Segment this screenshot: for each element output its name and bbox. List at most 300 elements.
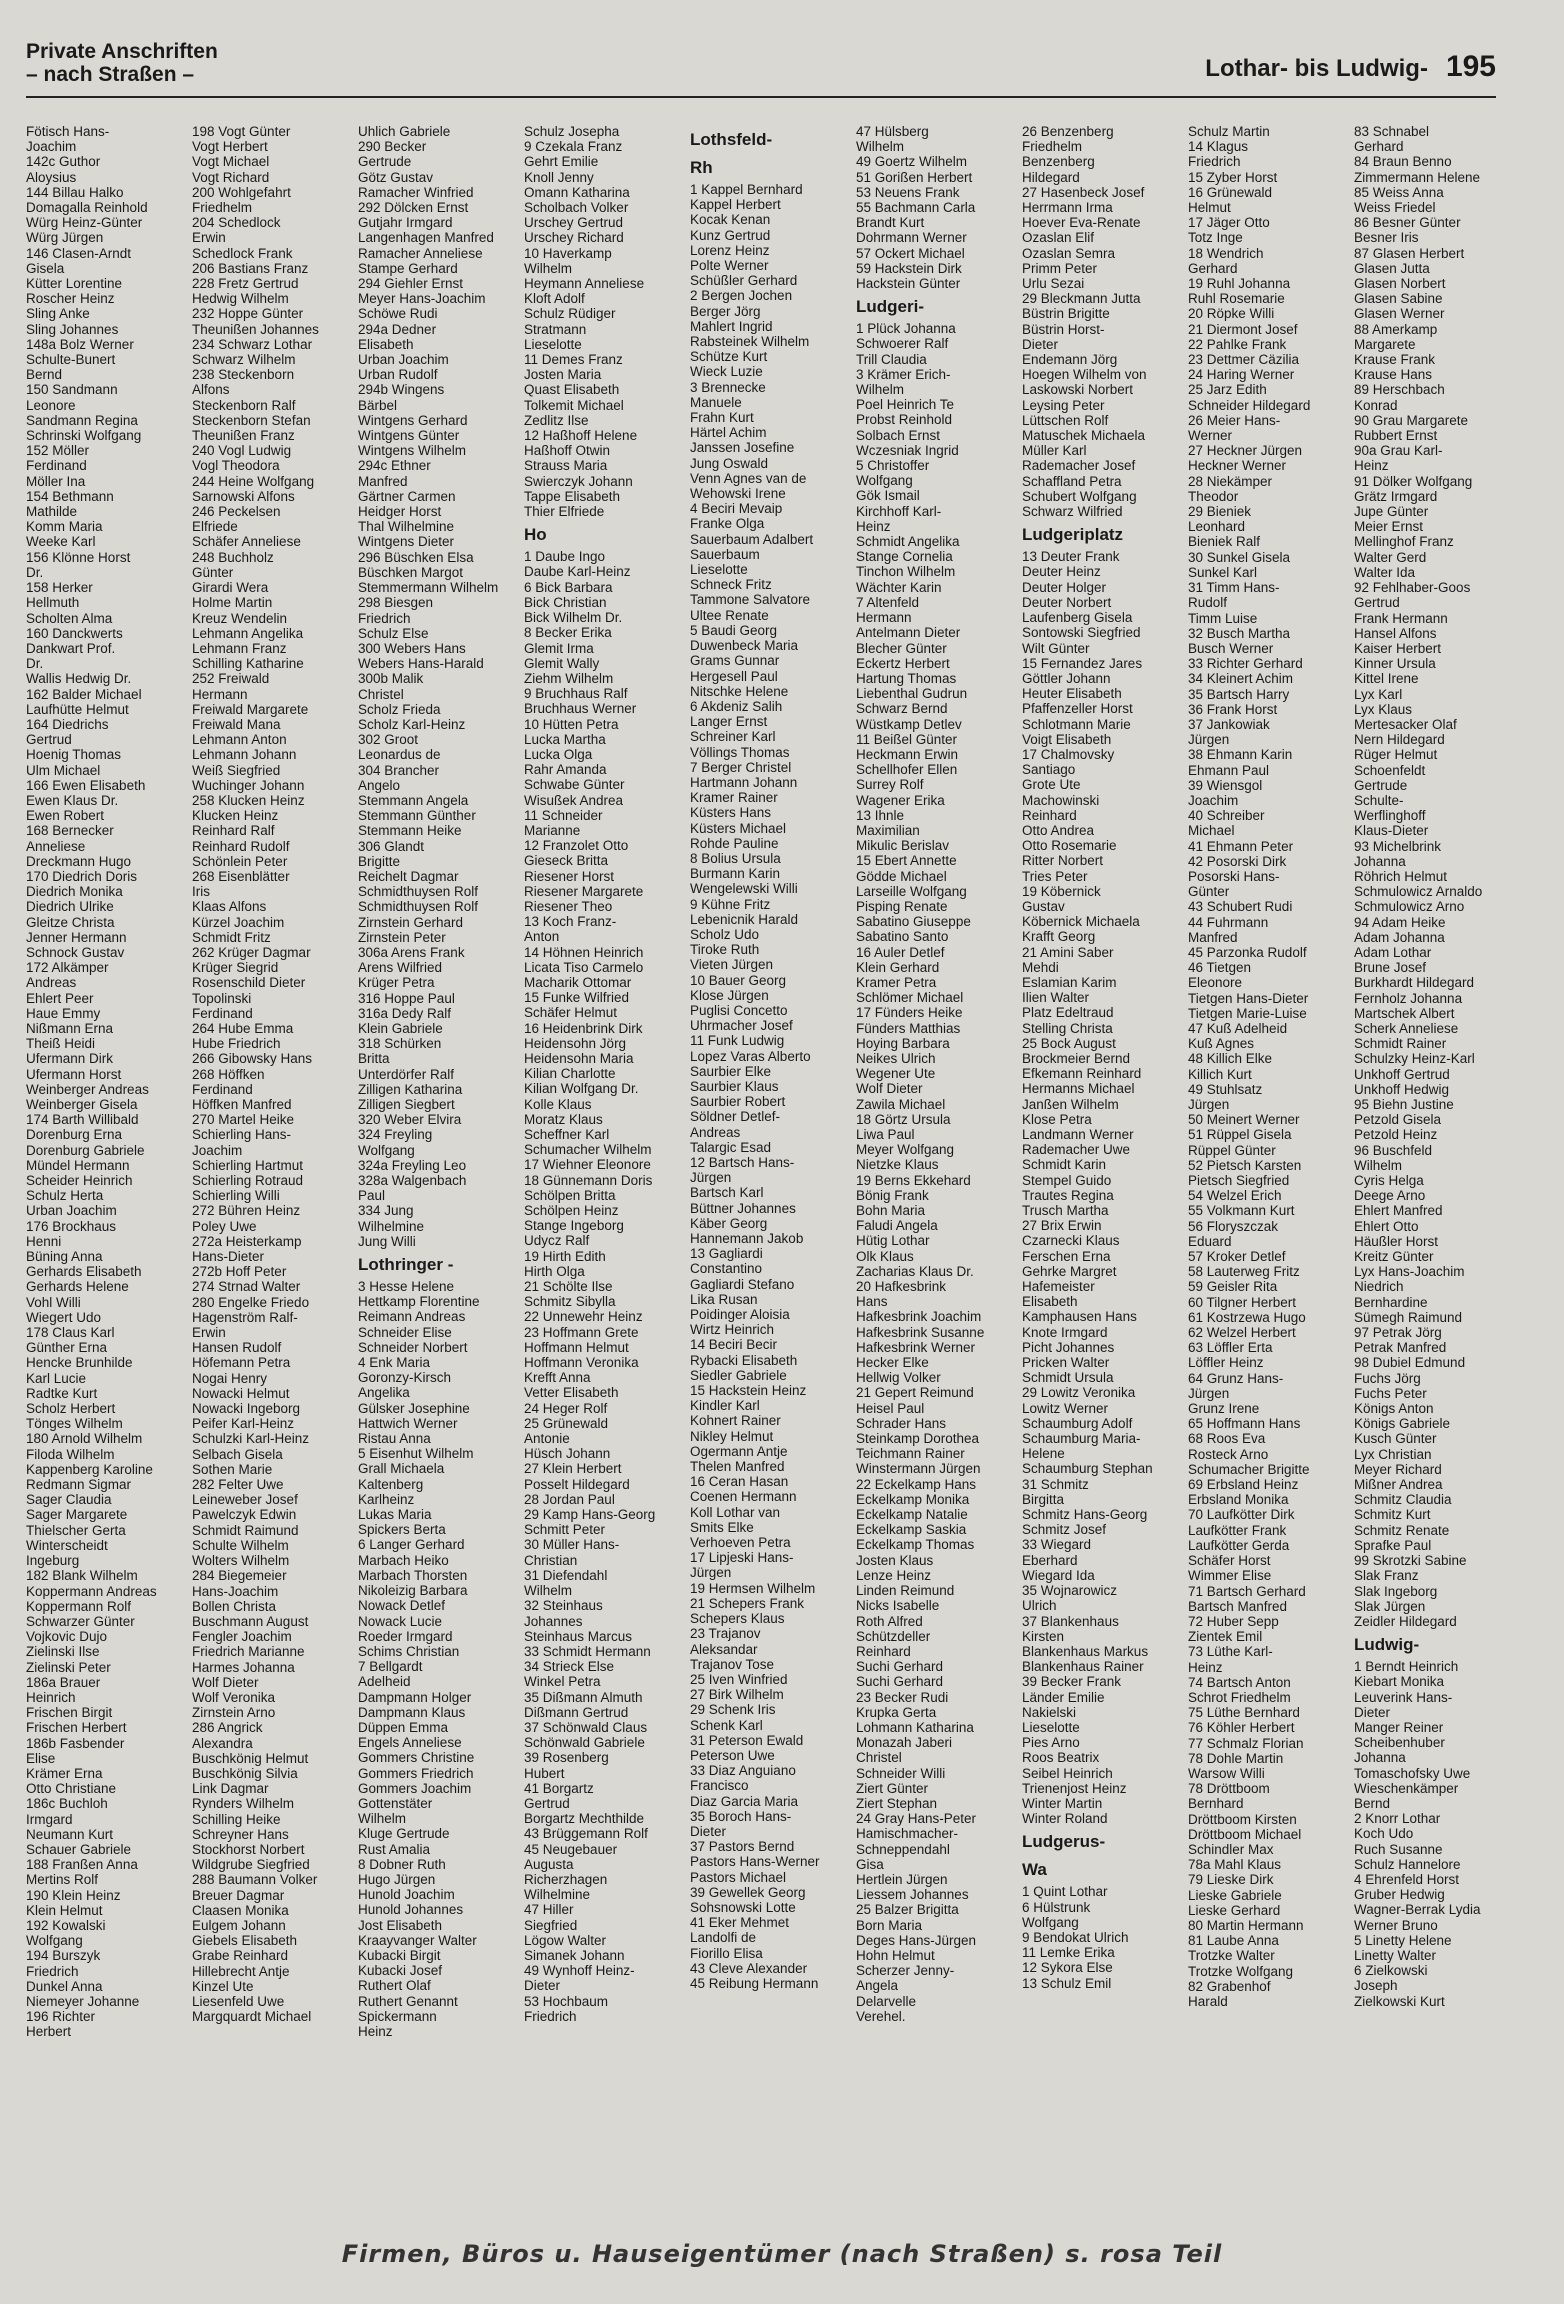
directory-entry: 24 Haring Werner (1188, 367, 1295, 383)
directory-entry: 30 Sunkel Gisela (1188, 549, 1291, 565)
directory-entry: Schönwald Gabriele (524, 1735, 645, 1751)
directory-entry: Kappenberg Karoline (26, 1461, 153, 1477)
directory-entry: Frischen Herbert (26, 1720, 127, 1736)
directory-entry: Schwarz Wilhelm (192, 352, 296, 368)
directory-entry: Weiss Friedel (1354, 200, 1436, 216)
directory-entry: Petrak Manfred (1354, 1340, 1447, 1356)
directory-entry: Langenhagen Manfred (358, 230, 494, 246)
page-range (1205, 50, 1496, 84)
directory-entry: 272a Heisterkamp (192, 1233, 302, 1249)
directory-entry: Schmitz Josef (1022, 1522, 1107, 1538)
directory-entry: Krafft Georg (1022, 929, 1096, 945)
directory-entry: Hellwig Volker (856, 1370, 941, 1386)
directory-entry: Wolf Veronika (192, 1689, 276, 1705)
directory-entry: Reinhard Ralf (192, 823, 275, 839)
directory-entry: Lehmann Anton (192, 732, 287, 748)
directory-entry: Klein Helmut (26, 1902, 103, 1918)
directory-entry: Riesener Horst (524, 868, 615, 884)
directory-entry: Diaz Garcia Maria (690, 1793, 799, 1809)
directory-entry: 59 Hackstein Dirk (856, 260, 962, 276)
directory-entry: Bärbel (358, 397, 398, 413)
directory-entry: Schedlock Frank (192, 245, 293, 261)
directory-entry: Angela (856, 1978, 899, 1994)
directory-entry: Königs Gabriele (1354, 1416, 1451, 1432)
directory-entry: 316a Dedy Ralf (358, 1005, 452, 1021)
directory-entry: Monazah Jaberi (856, 1735, 953, 1751)
directory-entry: Liesenfeld Uwe (192, 1993, 285, 2009)
directory-entry: 17 Lipjeski Hans- (690, 1550, 794, 1566)
directory-entry: Schierling Hans- (192, 1127, 292, 1143)
directory-entry: Walter Gerd (1354, 549, 1427, 565)
directory-entry: Brockmeier Bernd (1022, 1050, 1131, 1066)
directory-entry: Kappel Herbert (690, 197, 781, 213)
directory-entry: 5 Linetty Helene (1354, 1932, 1452, 1948)
directory-entry: Picht Johannes (1022, 1339, 1115, 1355)
directory-entry: Kirchhoff Karl- (856, 503, 942, 519)
directory-entry: Urban Joachim (358, 352, 449, 368)
directory-entry: 16 Heidenbrink Dirk (524, 1020, 643, 1036)
directory-entry: 27 Brix Erwin (1022, 1218, 1102, 1234)
street-heading: Ludgerus- (1022, 1832, 1106, 1852)
directory-entry: Schönlein Peter (192, 853, 288, 869)
directory-entry: Laskowski Norbert (1022, 382, 1134, 398)
directory-entry: 23 Trajanov (690, 1626, 761, 1642)
directory-entry: Elise (26, 1750, 56, 1766)
section-title-line1: Private Anschriften (26, 40, 218, 63)
directory-entry: Leysing Peter (1022, 397, 1105, 413)
directory-entry: Löffler Heinz (1188, 1355, 1264, 1371)
directory-entry: Grall Michaela (358, 1461, 445, 1477)
directory-entry: 21 Diermont Josef (1188, 321, 1298, 337)
directory-entry: Anton (524, 929, 560, 945)
directory-entry: Koppermann Rolf (26, 1598, 132, 1614)
directory-entry: 12 Haßhoff Helene (524, 428, 638, 444)
directory-entry: Krüger Siegrid (192, 960, 279, 976)
directory-entry: Grams Gunnar (690, 653, 780, 669)
directory-entry: 146 Clasen-Arndt (26, 245, 132, 261)
directory-entry: 284 Biegemeier (192, 1568, 287, 1584)
directory-entry: Lehmann Angelika (192, 625, 304, 641)
directory-entry: Endemann Jörg (1022, 352, 1118, 368)
directory-entry: Dr. (26, 656, 44, 672)
directory-entry: Wächter Karin (856, 579, 942, 595)
directory-entry: Jenner Hermann (26, 929, 127, 945)
directory-entry: 6 Hülstrunk (1022, 1899, 1091, 1915)
directory-entry: 27 Heckner Jürgen (1188, 443, 1303, 459)
directory-entry: Brandt Kurt (856, 215, 925, 231)
directory-entry: Engels Anneliese (358, 1735, 462, 1751)
directory-entry: Heidensohn Maria (524, 1050, 634, 1066)
directory-entry: Hoenig Thomas (26, 747, 122, 763)
directory-entry: Winkel Petra (524, 1674, 601, 1690)
directory-entry: Nikley Helmut (690, 1428, 774, 1444)
directory-entry: 19 Hermsen Wilhelm (690, 1580, 816, 1596)
directory-entry: Kubacki Josef (358, 1963, 443, 1979)
directory-entry: Blankenhaus Rainer (1022, 1659, 1144, 1675)
directory-entry: Glemit Wally (524, 655, 600, 671)
directory-entry: Sohsnowski Lotte (690, 1899, 796, 1915)
directory-entry: 53 Neuens Frank (856, 184, 960, 200)
directory-entry: Krämer Erna (26, 1765, 103, 1781)
directory-entry: 12 Franzolet Otto (524, 838, 629, 854)
directory-entry: Francisco (690, 1778, 749, 1794)
directory-entry: Ehmann Paul (1188, 762, 1270, 778)
directory-entry: Antonie (524, 1431, 570, 1447)
directory-entry: Nitschke Helene (690, 683, 789, 699)
directory-entry: Schubert Wolfgang (1022, 488, 1137, 504)
directory-entry: Stange Cornelia (856, 549, 953, 565)
directory-entry: Rüger Helmut (1354, 747, 1438, 763)
directory-entry: Heinrich (26, 1689, 76, 1705)
directory-entry: Hube Friedrich (192, 1036, 281, 1052)
directory-entry: Karlheinz (358, 1491, 415, 1507)
directory-entry: Gruber Hedwig (1354, 1887, 1445, 1903)
directory-entry: Meyer Wolfgang (856, 1142, 955, 1158)
directory-entry: Hubert (524, 1765, 565, 1781)
directory-entry: Tönges Wilhelm (26, 1416, 123, 1432)
directory-entry: Manuele (690, 394, 742, 410)
directory-entry: Lieske Gerhard (1188, 1902, 1281, 1918)
directory-entry: 33 Schmidt Hermann (524, 1643, 651, 1659)
directory-entry: 176 Brockhaus (26, 1218, 117, 1234)
directory-entry: Schulte- (1354, 792, 1404, 808)
directory-entry: Sunkel Karl (1188, 564, 1258, 580)
directory-entry: 86 Besner Günter (1354, 215, 1461, 231)
directory-entry: Omann Katharina (524, 184, 630, 200)
directory-entry: 29 Bieniek (1188, 504, 1252, 520)
directory-entry: Schmidt Fritz (192, 929, 271, 945)
directory-entry: 14 Klagus (1188, 139, 1249, 155)
directory-entry: 7 Altenfeld (856, 594, 920, 610)
directory-entry: Schmidt Rainer (1354, 1036, 1447, 1052)
directory-entry: 5 Eisenhut Wilhelm (358, 1446, 474, 1462)
directory-entry: Neumann Kurt (26, 1826, 114, 1842)
directory-entry: 21 Schölte Ilse (524, 1279, 613, 1295)
directory-entry: 97 Petrak Jörg (1354, 1325, 1442, 1341)
directory-entry: 148a Bolz Werner (26, 336, 134, 352)
directory-entry: Roos Beatrix (1022, 1750, 1100, 1766)
directory-entry: Jürgen (690, 1565, 732, 1581)
directory-entry: Sabatino Santo (856, 929, 949, 945)
directory-entry: Eckertz Herbert (856, 655, 950, 671)
directory-entry: Schäfer Anneliese (192, 534, 301, 550)
directory-entry: Sager Margarete (26, 1507, 128, 1523)
directory-entry: Schreyner Hans (192, 1826, 289, 1842)
directory-entry: Hoever Eva-Renate (1022, 215, 1141, 231)
directory-entry: Werner (1188, 428, 1233, 444)
directory-entry: Suchi Gerhard (856, 1674, 944, 1690)
directory-entry: 61 Kostrzewa Hugo (1188, 1309, 1306, 1325)
directory-entry: 32 Steinhaus (524, 1598, 603, 1614)
directory-entry: Mahlert Ingrid (690, 318, 773, 334)
directory-entry: Busch Werner (1188, 640, 1274, 656)
directory-entry: 186b Fasbender (26, 1735, 125, 1751)
directory-entry: Reimann Andreas (358, 1309, 466, 1325)
directory-entry: Christian (524, 1552, 578, 1568)
directory-entry: Mertesacker Olaf (1354, 716, 1457, 732)
directory-entry: Rybacki Elisabeth (690, 1352, 798, 1368)
directory-entry: Erwin (192, 230, 226, 246)
column-6 (856, 124, 1016, 2024)
directory-entry: Vieten Jürgen (690, 957, 774, 973)
directory-entry: 54 Welzel Erich (1188, 1188, 1282, 1204)
directory-entry: 306a Arens Frank (358, 944, 465, 960)
directory-entry: Trotzke Wolfgang (1188, 1963, 1294, 1979)
directory-entry: Erbsland Monika (1188, 1492, 1289, 1508)
directory-entry: Röhrich Helmut (1354, 868, 1448, 884)
directory-entry: 18 Günnemann Doris (524, 1172, 653, 1188)
directory-entry: Tappe Elisabeth (524, 488, 621, 504)
directory-entry: 55 Bachmann Carla (856, 200, 976, 216)
directory-entry: Petzold Gisela (1354, 1112, 1442, 1128)
directory-entry: Deges Hans-Jürgen (856, 1932, 977, 1948)
directory-entry: Dankwart Prof. (26, 640, 116, 656)
directory-entry: Knote Irmgard (1022, 1324, 1108, 1340)
directory-entry: 240 Vogl Ludwig (192, 443, 292, 459)
directory-entry: 25 Grünewald (524, 1415, 609, 1431)
directory-entry: Nowack Detlef (358, 1598, 446, 1614)
directory-entry: Stemmann Angela (358, 792, 469, 808)
directory-entry: Vogt Michael (192, 154, 270, 170)
directory-entry: Reinhard (1022, 807, 1077, 823)
directory-entry: Zacharias Klaus Dr. (856, 1263, 974, 1279)
directory-entry: Maximilian (856, 822, 920, 838)
directory-entry: Peifer Karl-Heinz (192, 1416, 295, 1432)
directory-entry: Eslamian Karim (1022, 974, 1117, 990)
directory-entry: Girardi Wera (192, 580, 269, 596)
directory-entry: Ferschen Erna (1022, 1248, 1111, 1264)
directory-entry: Roeder Irmgard (358, 1628, 453, 1644)
directory-entry: Poidinger Aloisia (690, 1307, 790, 1323)
directory-entry: Schmidt Karin (1022, 1157, 1107, 1173)
directory-entry: Zawila Michael (856, 1096, 946, 1112)
directory-entry: Lieske Gabriele (1188, 1887, 1282, 1903)
directory-entry: Sothen Marie (192, 1461, 273, 1477)
directory-entry: Hoegen Wilhelm von (1022, 367, 1147, 383)
directory-entry: Zirnstein Gerhard (358, 914, 464, 930)
directory-entry: 31 Schmitz (1022, 1476, 1089, 1492)
directory-entry: Sarnowski Alfons (192, 488, 295, 504)
directory-entry: Kraayvanger Walter (358, 1932, 477, 1948)
directory-entry: Eduard (1188, 1233, 1232, 1249)
directory-entry: Heymann Anneliese (524, 276, 645, 292)
directory-entry: Wintgens Günter (358, 428, 460, 444)
directory-entry: 35 Wojnarowicz (1022, 1583, 1118, 1599)
directory-entry: Lenze Heinz (856, 1567, 932, 1583)
directory-entry: Stockhorst Norbert (192, 1841, 305, 1857)
directory-entry: 71 Bartsch Gerhard (1188, 1583, 1306, 1599)
directory-entry: Vetter Elisabeth (524, 1385, 619, 1401)
column-8 (1188, 124, 1348, 2009)
directory-entry: 23 Becker Rudi (856, 1689, 949, 1705)
directory-entry: Scheibenhuber (1354, 1735, 1445, 1751)
directory-entry: Schmidt Ursula (1022, 1370, 1114, 1386)
directory-entry: Gök Ismail (856, 488, 920, 504)
directory-entry: 13 Koch Franz- (524, 914, 617, 930)
directory-entry: Schierling Rotraud (192, 1173, 304, 1189)
directory-entry: 186a Brauer (26, 1674, 101, 1690)
directory-entry: Mißner Andrea (1354, 1477, 1443, 1493)
directory-entry: Dröttboom Kirsten (1188, 1811, 1297, 1827)
directory-entry: Helmut (1188, 200, 1231, 216)
directory-entry: 192 Kowalski (26, 1917, 106, 1933)
directory-entry: Hoffmann Veronika (524, 1355, 639, 1371)
directory-entry: Wimmer Elise (1188, 1568, 1272, 1584)
directory-entry: Kunz Gertrud (690, 227, 771, 243)
directory-entry: Aloysius (26, 169, 77, 185)
directory-entry: Stampe Gerhard (358, 260, 458, 276)
directory-entry: Klein Gerhard (856, 959, 940, 975)
directory-entry: 33 Richter Gerhard (1188, 656, 1303, 672)
directory-entry: Blankenhaus Markus (1022, 1643, 1149, 1659)
directory-entry: 27 Hasenbeck Josef (1022, 184, 1145, 200)
directory-entry: Schneppendahl (856, 1841, 950, 1857)
directory-entry: 15 Zyber Horst (1188, 169, 1278, 185)
directory-entry: Deuter Heinz (1022, 564, 1101, 580)
directory-entry: 186c Buchloh (26, 1796, 108, 1812)
directory-entry: Redmann Sigmar (26, 1477, 132, 1493)
directory-entry: Schmidthuysen Rolf (358, 884, 479, 900)
directory-entry: Webers Hans-Harald (358, 656, 484, 672)
directory-entry: 270 Martel Heike (192, 1112, 295, 1128)
directory-entry: 41 Borgartz (524, 1780, 594, 1796)
directory-entry: Pfaffenzeller Horst (1022, 701, 1133, 717)
directory-entry: Hugo Jürgen (358, 1871, 436, 1887)
directory-entry: Ewen Robert (26, 808, 105, 824)
directory-entry: Strauss Maria (524, 458, 608, 474)
directory-entry: 45 Parzonka Rudolf (1188, 944, 1307, 960)
directory-entry: Klose Jürgen (690, 987, 769, 1003)
directory-entry: Theunißen Franz (192, 428, 295, 444)
directory-entry: Johanna (1354, 1750, 1406, 1766)
directory-entry: Andreas (690, 1124, 741, 1140)
directory-entry: 9 Kühne Fritz (690, 896, 771, 912)
directory-entry: Olk Klaus (856, 1248, 914, 1264)
directory-entry: Heisel Paul (856, 1400, 925, 1416)
directory-entry: Kuß Agnes (1188, 1036, 1255, 1052)
directory-entry: Meyer Richard (1354, 1461, 1442, 1477)
directory-entry: Büstrin Horst- (1022, 321, 1105, 337)
directory-entry: Zilligen Siegbert (358, 1097, 455, 1112)
directory-entry: 22 Pahlke Frank (1188, 336, 1287, 352)
directory-entry: Lukas Maria (358, 1507, 432, 1523)
directory-entry: Saurbier Klaus (690, 1078, 779, 1094)
directory-entry: 49 Wynhoff Heinz- (524, 1963, 635, 1979)
directory-entry: Unkhoff Gertrud (1354, 1066, 1450, 1082)
directory-entry: 47 Hülsberg (856, 124, 929, 139)
directory-entry: Schepers Klaus (690, 1611, 785, 1627)
directory-entry: Jürgen (1188, 1097, 1230, 1112)
directory-entry: Scholbach Volker (524, 200, 629, 216)
directory-entry: Pastors Michael (690, 1869, 787, 1885)
directory-entry: Jung Willi (358, 1233, 416, 1249)
directory-entry: 45 Neugebauer (524, 1841, 618, 1857)
directory-entry: 304 Brancher (358, 762, 440, 778)
directory-entry: 1 Berndt Heinrich (1354, 1659, 1459, 1675)
directory-entry: 16 Grünewald (1188, 184, 1273, 200)
directory-entry: Wilhelmine (524, 1887, 591, 1903)
directory-entry: Schmitz Renate (1354, 1522, 1450, 1538)
directory-entry: Kiebart Monika (1354, 1674, 1445, 1690)
directory-entry: Schmulowicz Arnaldo (1354, 884, 1483, 900)
directory-entry: Jürgen (1188, 1385, 1230, 1401)
directory-entry: 25 Bock August (1022, 1035, 1116, 1051)
directory-entry: Götz Gustav (358, 169, 434, 185)
directory-entry: 11 Schneider (524, 807, 603, 823)
directory-entry: Dampmann Holger (358, 1689, 472, 1705)
directory-entry: Mikulic Berislav (856, 838, 950, 854)
directory-entry: 19 Ruhl Johanna (1188, 276, 1291, 292)
directory-entry: 42 Posorski Dirk (1188, 853, 1287, 869)
directory-entry: Brune Josef (1354, 960, 1427, 976)
directory-entry: 15 Ebert Annette (856, 853, 957, 869)
directory-entry: 17 Jäger Otto (1188, 215, 1270, 231)
directory-entry: Schilling Katharine (192, 656, 304, 672)
directory-entry: 26 Benzenberg (1022, 124, 1114, 139)
directory-entry: 13 Ihnle (856, 807, 905, 823)
directory-entry: 19 Berns Ekkehard (856, 1172, 971, 1188)
directory-entry: Ulm Michael (26, 762, 101, 778)
directory-entry: Ferdinand (192, 1005, 253, 1021)
directory-entry: Weinberger Andreas (26, 1081, 149, 1097)
directory-entry: Schüßler Gerhard (690, 273, 798, 289)
directory-entry: 52 Pietsch Karsten (1188, 1157, 1302, 1173)
directory-entry: 10 Haverkamp (524, 245, 612, 261)
directory-entry: 174 Barth Willibald (26, 1112, 139, 1128)
directory-entry: Adam Johanna (1354, 929, 1445, 945)
directory-entry: Gieseck Britta (524, 853, 609, 869)
directory-entry: 45 Reibung Hermann (690, 1975, 819, 1991)
directory-entry: Schäfer Horst (1188, 1553, 1271, 1569)
directory-entry: Eckelkamp Monika (856, 1491, 970, 1507)
directory-entry: 23 Hoffmann Grete (524, 1324, 639, 1340)
directory-entry: Lebenicnik Harald (690, 911, 799, 927)
directory-entry: Küsters Michael (690, 820, 787, 836)
directory-entry: Nakielski (1022, 1704, 1077, 1720)
directory-entry: Gertrude (1354, 777, 1408, 793)
directory-entry: Rust Amalia (358, 1841, 431, 1857)
directory-entry: 15 Funke Wilfried (524, 990, 630, 1006)
directory-entry: Smits Elke (690, 1519, 754, 1535)
directory-entry: Elisabeth (358, 336, 414, 352)
directory-entry: 9 Bendokat Ulrich (1022, 1929, 1129, 1945)
directory-entry: Thier Elfriede (524, 504, 605, 520)
directory-entry: 244 Heine Wolfgang (192, 473, 315, 489)
directory-entry: 50 Meinert Werner (1188, 1112, 1300, 1128)
directory-entry: Nietzke Klaus (856, 1157, 939, 1173)
directory-entry: Sandmann Regina (26, 412, 138, 428)
directory-entry: 1 Quint Lothar (1022, 1884, 1108, 1900)
directory-entry: Lehmann Johann (192, 747, 297, 763)
directory-entry: Schaumburg Maria- (1022, 1431, 1141, 1447)
directory-entry: Gertrud (1354, 595, 1400, 611)
directory-entry: Probst Reinhold (856, 412, 953, 428)
directory-entry: 88 Amerkamp (1354, 321, 1438, 337)
directory-entry: Rahr Amanda (524, 762, 607, 778)
directory-entry: Hafkesbrink Susanne (856, 1324, 985, 1340)
directory-entry: Schilling Heike (192, 1811, 281, 1827)
directory-entry: 26 Meier Hans- (1188, 412, 1281, 428)
directory-entry: Joachim (192, 1142, 243, 1158)
directory-entry: Lopez Varas Alberto (690, 1048, 811, 1064)
directory-entry: Jung Oswald (690, 455, 769, 471)
directory-entry: 47 Kuß Adelheid (1188, 1020, 1288, 1036)
directory-entry: 6 Langer Gerhard (358, 1537, 465, 1553)
directory-entry: 60 Tilgner Herbert (1188, 1294, 1297, 1310)
directory-entry: 7 Bellgardt (358, 1659, 423, 1675)
directory-entry: Gleitze Christa (26, 914, 115, 930)
directory-entry: Hattwich Werner (358, 1415, 458, 1431)
